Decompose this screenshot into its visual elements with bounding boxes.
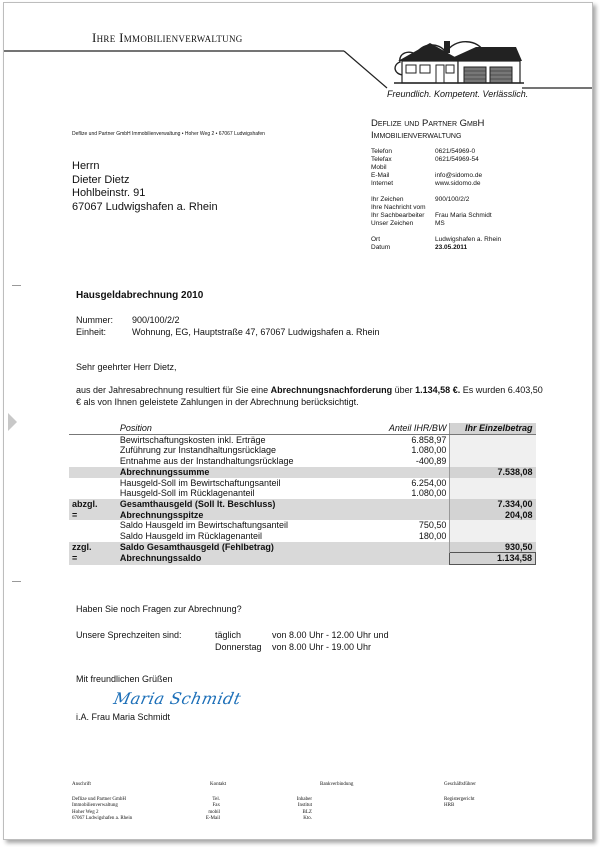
row-share xyxy=(345,510,450,521)
row-prefix xyxy=(69,445,117,456)
header-share: Anteil IHR/BW xyxy=(345,423,450,434)
row-share: 1.080,00 xyxy=(411,488,447,499)
row-amount xyxy=(450,445,536,456)
row-position: Hausgeld-Soll im Rücklagenanteil xyxy=(119,488,255,499)
row-amount: 7.538,08 xyxy=(450,467,536,478)
contact-row-fax: Telefax 0621/54969-54 xyxy=(371,156,479,163)
row-amount: 204,08 xyxy=(450,510,536,521)
row-amount xyxy=(450,520,536,531)
row-amount xyxy=(450,478,536,489)
footer-col-bank: Bankverbindung Inhaber Institut BLZ Kto. xyxy=(296,782,354,821)
footer-col-contact: Kontakt Tel. Fax mobil E-Mail xyxy=(205,782,227,821)
contact-row-phone: Telefon 0621/54969-0 xyxy=(371,148,476,155)
settlement-table xyxy=(69,423,536,565)
letter-page xyxy=(3,2,593,840)
table-row xyxy=(69,434,536,445)
row-share xyxy=(345,542,450,553)
intro-paragraph: aus der Jahresabrechnung resultiert für Sie eine Abrechnungsnachforderung über 1.134,58 €. Es wurden 6.403,50 € als von Ihnen geleistete Zahlungen in der Abrechnung berücksichtigt. xyxy=(76,385,543,407)
recipient-salutation: Herrn xyxy=(72,160,100,172)
row-prefix xyxy=(69,520,117,531)
row-amount: 930,50 xyxy=(450,542,536,553)
row-prefix: abzgl. xyxy=(69,499,117,510)
contact-row-internet: Internet www.sidomo.de xyxy=(371,180,481,187)
slogan: Freundlich. Kompetent. Verlässlich. xyxy=(387,89,529,99)
footer-col-management: Geschäftsführer Registergericht HRB xyxy=(444,782,476,808)
table-row xyxy=(69,467,536,478)
contact-block xyxy=(371,148,501,252)
table-row xyxy=(69,478,536,489)
row-share xyxy=(345,553,450,565)
table-row xyxy=(69,510,536,521)
footer-col-address: Anschrift Deflize und Partner GmbH Immobilienverwaltung Hoher Weg 2 67067 Ludwigshafen a. Rhein xyxy=(72,782,133,821)
reference-row-clerk: Ihr Sachbearbeiter Frau Maria Schmidt xyxy=(371,212,492,219)
recipient-street: Hohlbeinstr. 91 xyxy=(72,187,146,199)
row-amount xyxy=(450,531,536,542)
row-share: 180,00 xyxy=(418,531,447,542)
contact-row-email: E-Mail info@sidomo.de xyxy=(371,172,483,179)
hours-row-daily: Unsere Sprechzeiten sind: täglich von 8.00 Uhr - 12.00 Uhr und xyxy=(76,630,389,640)
subject-line: Hausgeldabrechnung 2010 xyxy=(76,290,204,301)
row-position: Saldo Gesamthausgeld (Fehlbetrag) xyxy=(117,542,345,553)
row-position: Hausgeld-Soll im Bewirtschaftungsanteil xyxy=(119,477,281,488)
row-position: Bewirtschaftungskosten inkl. Erträge xyxy=(119,434,266,445)
table-row xyxy=(69,456,536,467)
row-amount xyxy=(450,488,536,499)
fold-mark-bottom xyxy=(12,581,21,582)
row-position: Saldo Hausgeld im Bewirtschaftungsanteil xyxy=(119,520,288,531)
company-name: Ihre Immobilienverwaltung xyxy=(92,30,243,45)
table-row xyxy=(69,553,536,565)
table-row xyxy=(69,520,536,531)
row-prefix xyxy=(69,467,117,478)
meta-row-unit: Einheit: Wohnung, EG, Hauptstraße 47, 67067 Ludwigshafen a. Rhein xyxy=(76,327,380,337)
hours-row-thursday: Donnerstag von 8.00 Uhr - 19.00 Uhr xyxy=(215,642,372,652)
row-position: Zuführung zur Instandhaltungsrücklage xyxy=(119,445,276,456)
header-amount: Ihr Einzelbetrag xyxy=(450,423,536,434)
row-share: -400,89 xyxy=(415,456,447,467)
row-position: Gesamthausgeld (Soll lt. Beschluss) xyxy=(117,499,345,510)
row-share: 6.858,97 xyxy=(411,434,447,445)
sender-line: Deflize und Partner GmbH Immobilienverwaltung • Hoher Weg 2 • 67067 Ludwigshafen xyxy=(72,131,265,137)
row-share: 750,50 xyxy=(418,520,447,531)
header-prefix xyxy=(69,423,117,434)
fold-mark-top xyxy=(12,285,21,286)
recipient-city: 67067 Ludwigshafen a. Rhein xyxy=(72,200,218,213)
recipient-address xyxy=(72,160,218,214)
row-prefix xyxy=(69,456,117,467)
table-row xyxy=(69,531,536,542)
row-prefix xyxy=(69,478,117,489)
recipient-name: Dieter Dietz xyxy=(72,173,130,186)
contact-row-mobile: Mobil xyxy=(371,164,387,171)
row-amount: 7.334,00 xyxy=(450,499,536,510)
reference-row-your-message: Ihre Nachricht vom xyxy=(371,204,426,211)
handwritten-signature: Maria Schmidt xyxy=(111,689,244,708)
table-header-row xyxy=(69,423,536,434)
meta-block xyxy=(76,314,380,338)
office-hours xyxy=(76,629,389,653)
table-row xyxy=(69,499,536,510)
header-position: Position xyxy=(117,423,345,434)
company-block-line1: Deflize und Partner GmbH xyxy=(371,118,485,129)
row-prefix xyxy=(69,531,117,542)
house-logo-icon xyxy=(384,25,530,89)
table-row xyxy=(69,488,536,499)
row-share: 6.254,00 xyxy=(411,477,447,488)
row-amount: 1.134,58 xyxy=(450,553,536,565)
question-line: Haben Sie noch Fragen zur Abrechnung? xyxy=(76,604,242,614)
row-prefix: = xyxy=(69,553,117,565)
row-prefix xyxy=(69,434,117,445)
reference-row-your-sign: Ihr Zeichen 900/100/2/2 xyxy=(371,196,470,203)
row-prefix xyxy=(69,488,117,499)
row-share xyxy=(345,467,450,478)
reference-row-our-sign: Unser Zeichen MS xyxy=(371,220,445,227)
row-prefix: zzgl. xyxy=(69,542,117,553)
row-position: Saldo Hausgeld im Rücklagenanteil xyxy=(119,531,262,542)
row-amount xyxy=(450,456,536,467)
row-share xyxy=(345,499,450,510)
company-block-line2: Immobilienverwaltung xyxy=(371,130,462,141)
row-position: Abrechnungsspitze xyxy=(117,510,345,521)
row-amount xyxy=(450,434,536,445)
row-position: Entnahme aus der Instandhaltungsrücklage xyxy=(119,456,294,467)
signer-line: i.A. Frau Maria Schmidt xyxy=(76,712,171,722)
table-row xyxy=(69,445,536,456)
company-block xyxy=(371,118,484,142)
row-position: Abrechnungssaldo xyxy=(117,553,345,565)
letter-salutation: Sehr geehrter Herr Dietz, xyxy=(76,362,177,372)
row-position: Abrechnungssumme xyxy=(117,467,345,478)
punch-mark-icon xyxy=(8,413,17,431)
meta-row-number: Nummer: 900/100/2/2 xyxy=(76,315,180,325)
row-share: 1.080,00 xyxy=(411,445,447,456)
date-row: Datum 23.05.2011 xyxy=(371,244,468,251)
closing-line: Mit freundlichen Grüßen xyxy=(76,674,173,684)
table-row xyxy=(69,542,536,553)
place-row: Ort Ludwigshafen a. Rhein xyxy=(371,236,502,243)
row-prefix: = xyxy=(69,510,117,521)
